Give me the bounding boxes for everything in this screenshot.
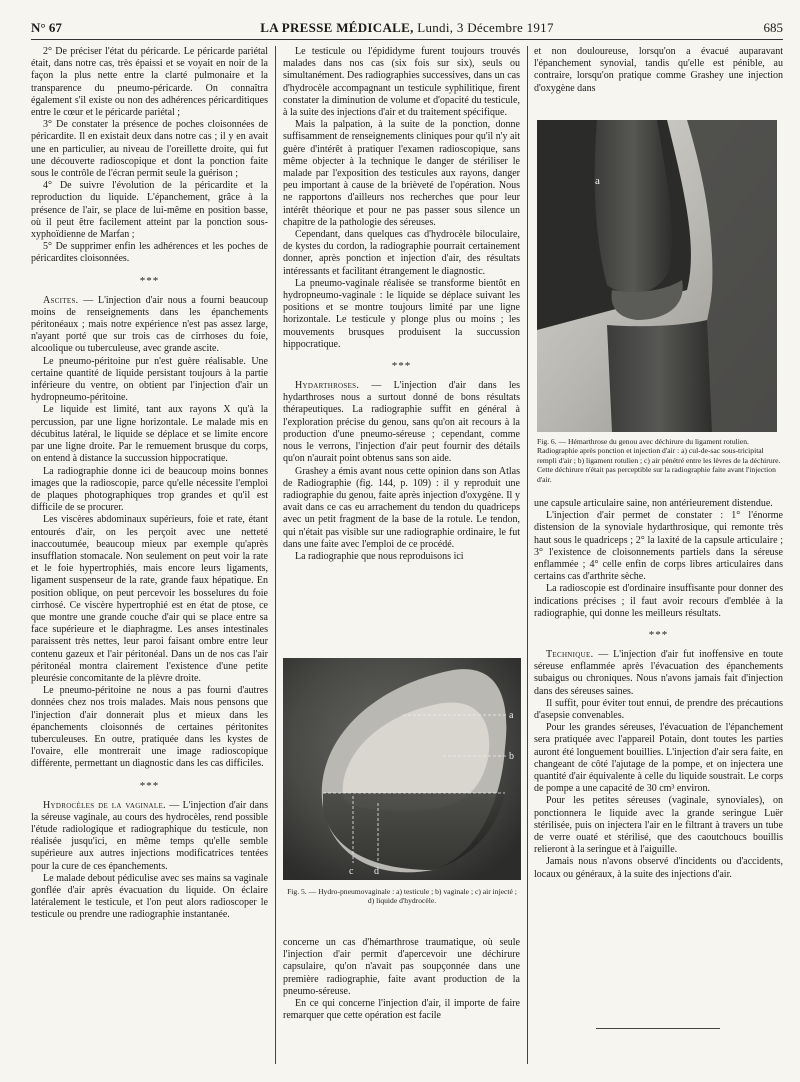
figure-5-radiograph	[283, 658, 521, 880]
paragraph: concerne un cas d'hémarthrose traumatique, où seule l'injection d'air permit d'apercevoir une déchirure capsulaire, qu'on n'avait pas soupçonnée dans une première radiographie, faite avant production de la pneumo-séreuse.	[283, 937, 520, 997]
paragraph-text: — L'injection d'air fut inoffensive en toute séreuse enflammée après l'évacuation des épanchements subaigus ou chroniques. Nous n'avons jamais fait d'injection dans des séreuses saines.	[534, 649, 783, 697]
paragraph-text: — L'injection d'air nous a fourni beaucoup moins de renseignements dans les épanchements péritonéaux ; mais notre expérience n'est pas assez large, n'ayant porté que sur trois cas de cirrhoses du foie, alcoolique ou tuberculeuse, avec grande ascite.	[31, 294, 268, 355]
caption-note: Cette déchirure n'était pas perceptible sur la radiographie faite avant l'injection d'air.	[537, 465, 776, 484]
paragraph	[534, 649, 783, 698]
paragraph: Pour les petites séreuses (vaginale, synoviales), on ponctionnera le liquide avec la grande seringue Luër stérilisée, puis on injectera l'air en le filtrant à travers un tube de verre ouaté et stérilisé, que des caoutchoucs bouillis relieront à la seringue et à l'aiguille.	[534, 795, 783, 856]
paragraph-text: — L'injection d'air dans les hydarthroses nous a surtout donné de bons résultats thérapeutiques. La radiographie suffit en général à l'exploration précise du genou, sans qu'on ait recours à la production d'une pneumo-séreuse ; cependant, comme nous le verrons, l'injection d'air peut fournir des détails qu'on n'aurait point obtenus sans son aide.	[283, 380, 521, 465]
header-rule	[31, 39, 783, 40]
column-2	[283, 46, 520, 626]
paragraph	[283, 380, 520, 465]
caption-text: Fig. 6. — Hémarthrose du genou avec déchirure du ligament rotulien. Radiographie après ponction et injection d'air : a) cul-de-sac sous-tricipital rempli d'air ; b) ligament rotulien ; c) air pénétré entre les lèvres de la déchirure.	[537, 437, 781, 465]
paragraph: Mais la palpation, à la suite de la ponction, donne suffisamment de renseignements cliniques pour qu'il n'y ait guère d'intérêt à pratiquer l'examen radioscopique, sans même objecter à la technique le danger de stériliser le malade par l'exposition des testicules aux rayons, danger peu important à cause de la brièveté de l'opération. Nous ne rapportons d'ailleurs nos recherches que pour leur intérêt théorique et pour ne pas passer sous silence un chapitre de la pathologie des séreuses.	[283, 119, 520, 228]
section-heading: Hydrocèles de la vaginale.	[43, 799, 166, 811]
paragraph: La radiographie donne ici de beaucoup moins bonnes images que la radioscopie, parce qu'elle nécessite l'emploi de plaques photographiques trop grandes et qu'il est difficile de se procurer.	[31, 465, 268, 514]
journal-title	[31, 20, 783, 36]
paragraph: 3° De constater la présence de poches cloisonnées de péricardite. Il en existait deux dans notre cas ; il y en avait une en particulier, au niveau de l'oreillette droite, qui fut une découverte radioscopique et dont la ponction faite sous le contrôle de l'écran permit seule la guérison ;	[31, 119, 268, 180]
page-header	[31, 20, 783, 38]
paragraph: L'injection d'air permet de constater : 1° l'énorme distension de la synoviale hydarthrosique, qui remonte très haut sous le quadriceps ; 2° la laxité de la capsule articulaire ; 3° l'existence de cloisonnements partiels dans la séreuse enflammée ; 4° celle enfin de corps libres articulaires dans certains cas d'arthrite sèche.	[534, 510, 783, 583]
end-rule	[596, 1028, 720, 1029]
paragraph-text: — L'injection d'air dans la séreuse vaginale, au cours des hydrocèles, rend possible l'étude radiologique et radiographique du testicule, non réalisée jusqu'ici, en même temps qu'elle semble supérieure aux autres injections modificatrices tentées pour la cure de ces épanchements.	[31, 799, 268, 872]
paragraph: Cependant, dans quelques cas d'hydrocèle biloculaire, de kystes du cordon, la radiographie pourrait certainement donner, après ponction et injection d'air, des résultats intéressants et facilitant étrangement le diagnostic.	[283, 229, 520, 277]
paragraph: Le testicule ou l'épididyme furent toujours trouvés malades dans nos cas (six fois sur six), seuls ou simultanément. Des radiographies successives, dans un cas d'hydrocèle accompagnant un testicule syphilitique, firent constater la diminution de volume et d'opacité du testicule, à la suite des injections d'air et du traitement spécifique.	[283, 46, 520, 119]
paragraph: Le pneumo-péritoine ne nous a pas fourni d'autres données chez nos trois malades. Mais nous pensons que l'injection d'air donnerait plus et mieux dans les épanchements cloisonnés de certaines péritonites tuberculeuses. En outre, pratiquée dans les kystes de l'ovaire, elle montrerait une image radioscopique différente, permettant un diagnostic dans les cas difficiles.	[31, 685, 268, 770]
figure-5-caption: Fig. 5. — Hydro-pneumovaginale : a) testicule ; b) vaginale ; c) air injecté ; d) liquide d'hydrocèle.	[287, 887, 517, 906]
paragraph	[31, 800, 268, 873]
column-1	[31, 46, 268, 1076]
column-divider	[527, 46, 528, 1064]
label-c: c	[349, 866, 354, 877]
section-heading: Technique.	[546, 649, 594, 661]
paragraph	[31, 295, 268, 356]
paragraph: Le pneumo-péritoine pur n'est guère réalisable. Une certaine quantité de liquide persistant toujours à la partie inférieure du ventre, on obtient par l'injection d'air un hydropneumo-péritoine.	[31, 355, 268, 404]
paragraph: La radiographie que nous reproduisons ici	[295, 550, 464, 562]
issue-number: N° 67	[31, 20, 62, 35]
paragraph: Il suffit, pour éviter tout ennui, de prendre des précautions d'asepsie convenables.	[534, 697, 783, 722]
paragraph: La pneumo-vaginale réalisée se transforme bientôt en hydropneumo-vaginale : le liquide se déplace suivant les positions et se montre toujours limité par une ligne horizontale. Le testicule y plonge plus ou moins ; les mouvements brusques produisent la succussion hippocratique.	[283, 277, 520, 350]
hydro-pneumovaginale-image	[283, 658, 521, 880]
paragraph: Les viscères abdominaux supérieurs, foie et rate, étant entourés d'air, on les perçoit avec une netteté inaccoutumée, beaucoup mieux par exemple qu'après insufflation stomacale. Non seulement on peut voir la rate et le foie hypertrophiés, mais encore leurs ligaments, ligament suspenseur de la rate, grande faux hépatique. En position oblique, on peut percevoir les bosselures du foie cirrhosé. Ce viscère hypertrophié est en état de ptose, ce que montre une grande couche d'air qui se place entre sa face supérieure et le diaphragme. Les anses intestinales paraissent très nettes, leur paroi faisant ombre entre leur contenu gazeux et l'air péritonéal. Dans un de nos cas l'air péritonéal montra clairement l'existence d'une petite pleurésie concomitante de la plèvre droite.	[31, 514, 268, 684]
paragraph: Jamais nous n'avons observé d'incidents ou d'accidents, locaux ou généraux, à la suite des injections d'air.	[534, 856, 783, 880]
label-d: d	[374, 866, 379, 877]
knee-radiograph-image	[537, 120, 777, 432]
figure-6-caption	[537, 437, 781, 497]
journal-name: LA PRESSE MÉDICALE,	[260, 20, 414, 35]
paragraph: et non douloureuse, lorsqu'on a évacué auparavant l'épanchement synovial, tandis qu'elle est pénible, au contraire, lorsqu'on pratique comme Grashey une injection d'oxygène dans	[534, 46, 783, 94]
section-separator: ***	[391, 360, 412, 373]
label-b: b	[509, 751, 514, 762]
section-separator: ***	[648, 629, 669, 642]
column-divider	[275, 46, 276, 1064]
section-separator: ***	[139, 274, 160, 287]
paragraph: Le malade debout pédiculise avec ses mains sa vaginale gonflée d'air après évacuation du liquide. On éclaire latéralement le testicule, et l'on peut alors radioscoper le testicule ou prendre une radiographie instantanée.	[31, 872, 268, 921]
paragraph: Le liquide est limité, tant aux rayons X qu'à la percussion, par une ligne horizontale. Le malade mis en décubitus latéral, le liquide se déplace et se limite encore par une ligne droite. Par le remuement brusque du corps, on entend à distance la succussion hippocratique.	[31, 404, 268, 465]
page-number: 685	[763, 20, 783, 35]
paragraph: 4° De suivre l'évolution de la péricardite et la reproduction du liquide. L'épanchement, grâce à la présence de l'air, se place de lui-même en position basse, où il peut être facilement atteint par la ponction sous-xyphoïdienne de Marfan ;	[31, 180, 268, 241]
section-separator: ***	[139, 779, 160, 792]
paragraph: En ce qui concerne l'injection d'air, il importe de faire remarquer que cette opération est facile	[283, 998, 520, 1022]
section-heading: Ascites.	[43, 294, 79, 306]
column-2-bottom	[283, 937, 520, 1067]
paragraph: 2° De préciser l'état du péricarde. Le péricarde pariétal était, dans notre cas, très épaissi et se voyait en noir de la façon la plus nette entre la clarté pulmonaire et la transparence du pneumo-péricarde. On connaîtra également s'il existe ou non des adhérences péricarditiques entre le cœur et le péricarde pariétal ;	[31, 46, 268, 119]
label-a: a	[509, 710, 514, 721]
paragraph: Pour les grandes séreuses, l'évacuation de l'épanchement sera pratiquée avec l'appareil Potain, dont toutes les parties auront été longuement bouillies. L'injection d'air sera faite, en changeant de côté l'ajutage de la pompe, et on injectera une quantité d'air équivalente à celle du liquide soustrait. Le corps de pompe a une capacité de 30 cm³ environ.	[534, 722, 783, 795]
paragraph: une capsule articulaire saine, non antérieurement distendue.	[534, 498, 773, 509]
paragraph: La radioscopie est d'ordinaire insuffisante pour donner des indications précises ; il faut avoir recours d'emblée à la radiographie, qui donne les meilleurs résultats.	[534, 583, 783, 619]
column-3-top	[534, 46, 783, 116]
paragraph: Grashey a émis avant nous cette opinion dans son Atlas de Radiographie (fig. 144, p. 109) : il y reproduit une radiographie du genou, faite après injection d'oxygène. Il y avait dans ce cas eu arrachement du tendon du quadriceps avec un petit fragment de la base de la rotule. Le tendon, qui n'était pas visible sur une radiographie ordinaire, le fut dans une faite avec l'emploi de ce procédé.	[283, 465, 520, 550]
figure-6-radiograph	[537, 120, 777, 432]
label-a: a	[595, 175, 600, 187]
paragraph: 5° De supprimer enfin les adhérences et les poches de péricardites cloisonnées.	[31, 241, 268, 265]
section-heading: Hydarthroses.	[295, 380, 360, 392]
column-3	[534, 498, 783, 1058]
issue-date: Lundi, 3 Décembre 1917	[417, 20, 554, 35]
